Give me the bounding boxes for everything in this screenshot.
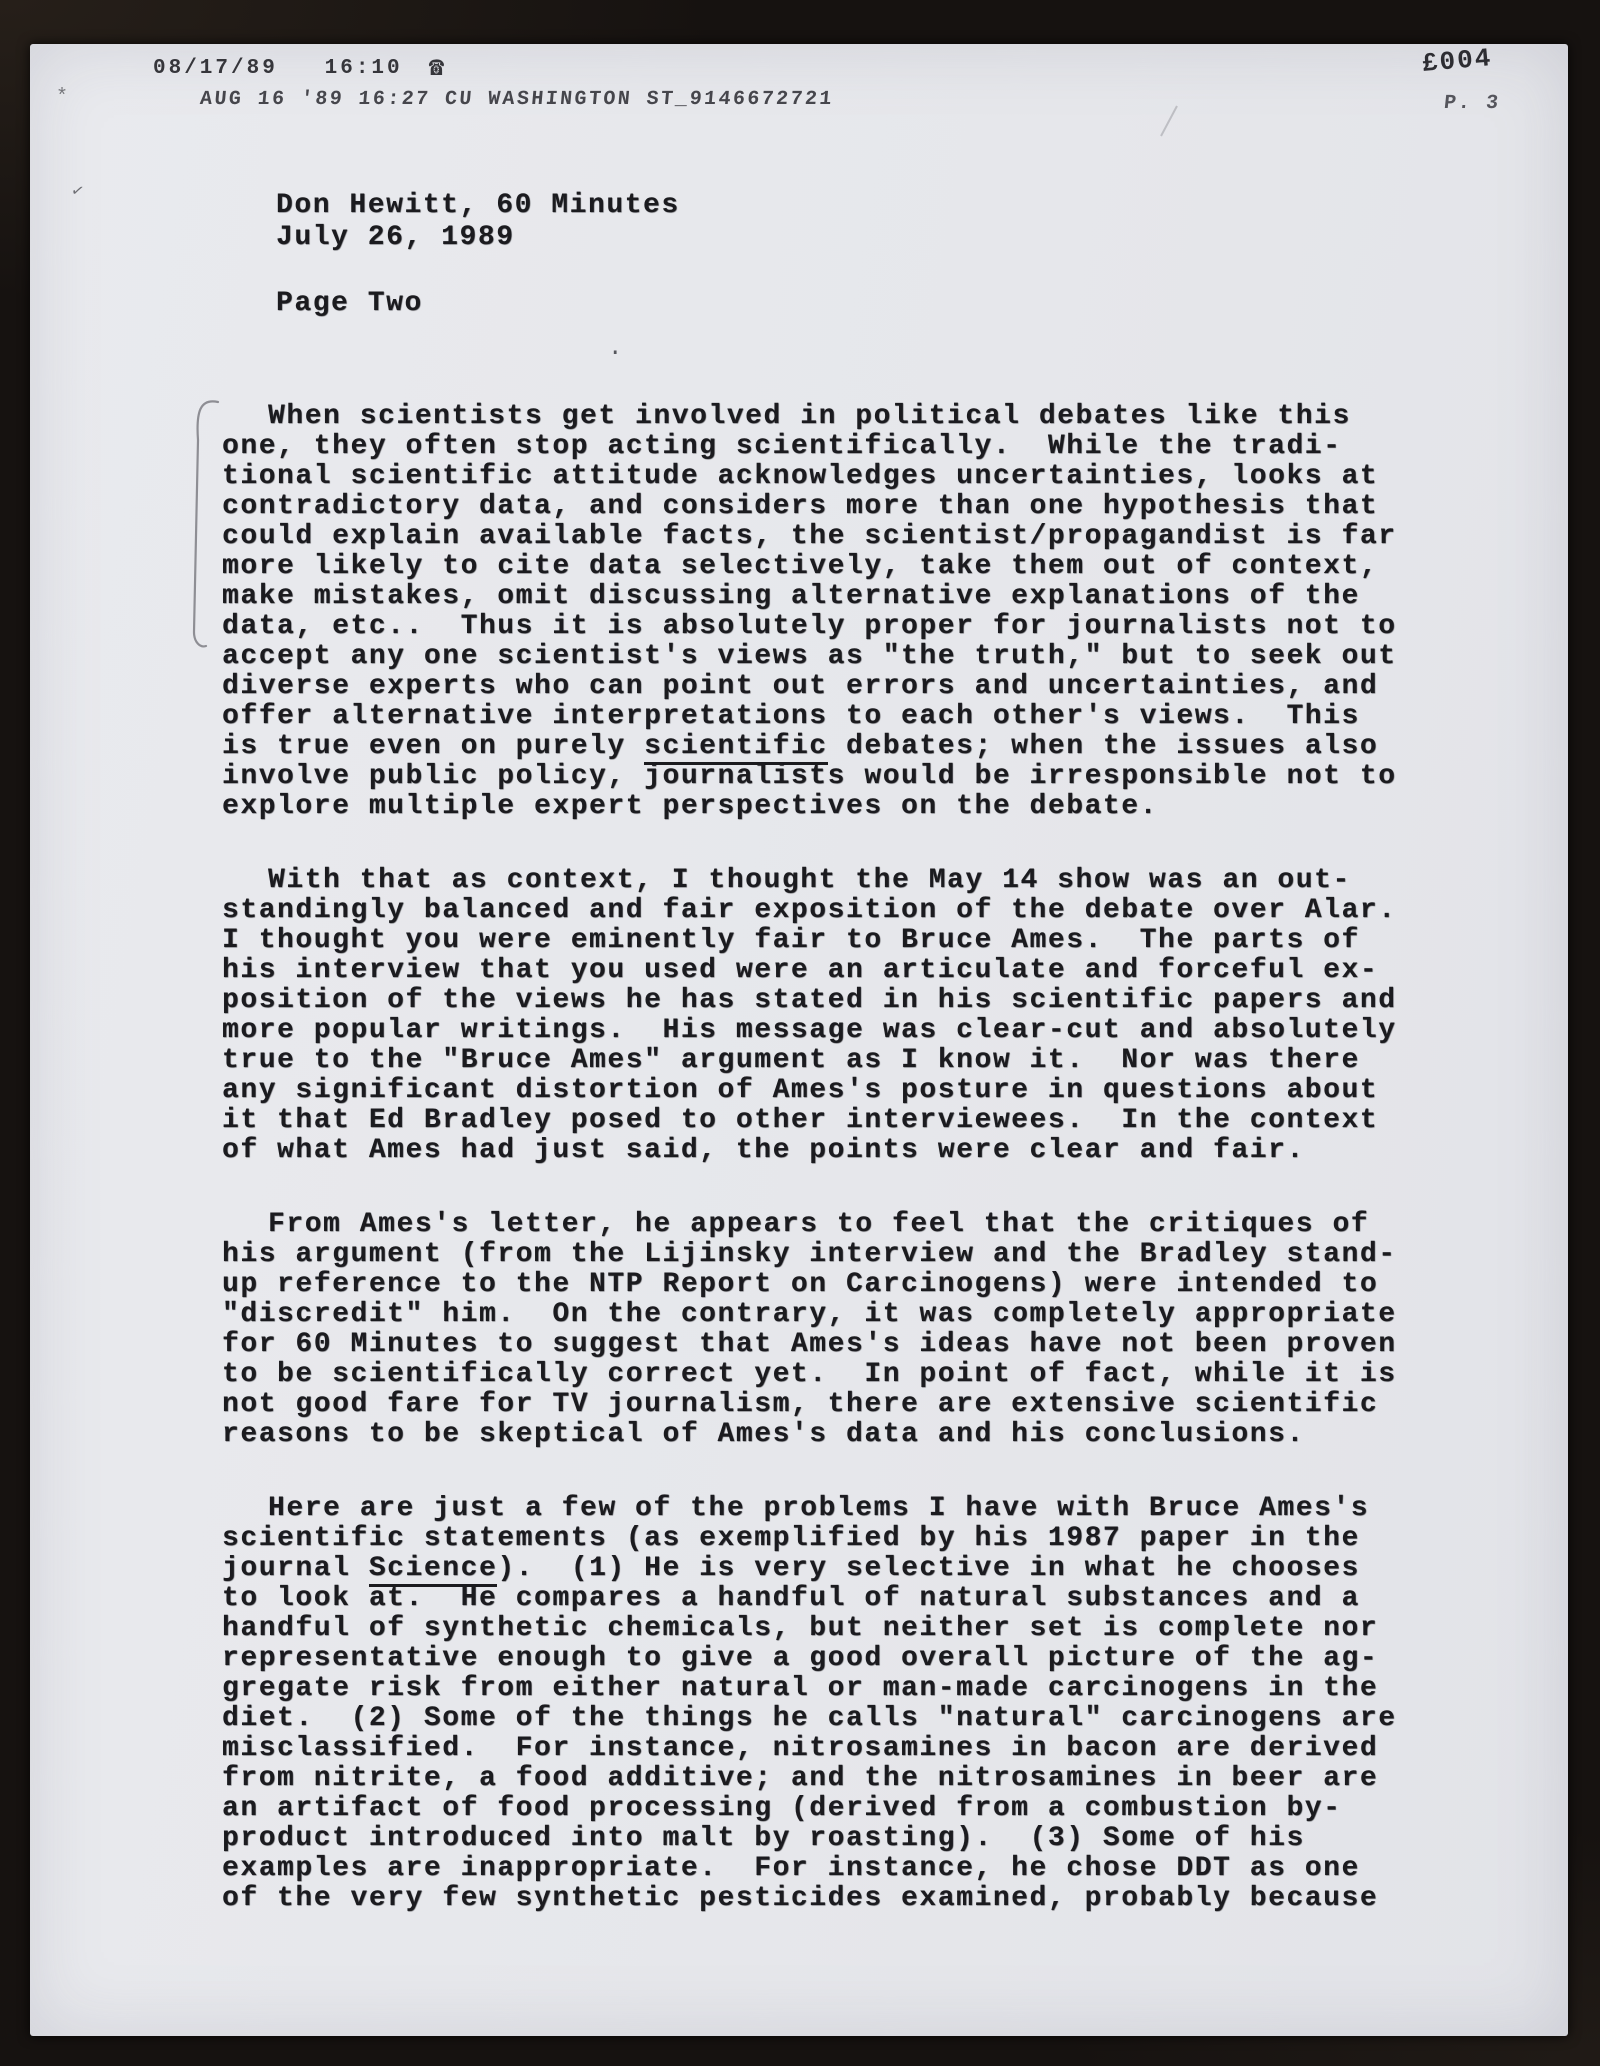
underlined-word: Science (369, 1553, 497, 1587)
text-line: representative enough to give a good overall picture of the ag- (222, 1643, 1379, 1674)
recipient-line: Don Hewitt, 60 Minutes (276, 190, 680, 221)
page-label: Page Two (276, 288, 423, 319)
fax-page-counter: £004 (1420, 42, 1494, 80)
text-line: reasons to be skeptical of Ames's data and his conclusions. (222, 1419, 1305, 1450)
text-line: diet. (2) Some of the things he calls "natural" carcinogens are (222, 1703, 1397, 1734)
fax-timestamp: 08/17/89 16:10 (153, 57, 403, 80)
underlined-word: scientific (644, 731, 828, 765)
text-line: one, they often stop acting scientifically. While the tradi- (222, 431, 1342, 462)
text-line: involve public policy, journalists would be irresponsible not to (222, 761, 1397, 792)
text-line: make mistakes, omit discussing alternative explanations of the (222, 581, 1360, 612)
text-line: offer alternative interpretations to each other's views. This (222, 701, 1360, 732)
text-line: true to the "Bruce Ames" argument as I know it. Nor was there (222, 1045, 1360, 1076)
text-line: his argument (from the Lijinsky interview and the Bradley stand- (222, 1239, 1397, 1270)
text-line: it that Ed Bradley posed to other interviewees. In the context (222, 1105, 1379, 1136)
text-line: an artifact of food processing (derived from a combustion by- (222, 1793, 1342, 1824)
letter-body (222, 402, 1532, 1914)
text-line: position of the views he has stated in his scientific papers and (222, 985, 1397, 1016)
text-line: product introduced into malt by roasting). (3) Some of his (222, 1823, 1305, 1854)
scanned-page (30, 44, 1568, 2036)
text-line: of what Ames had just said, the points were clear and fair. (222, 1135, 1305, 1166)
paragraph (222, 402, 1532, 822)
scan-scratch (1160, 106, 1178, 137)
text-line: gregate risk from either natural or man-made carcinogens in the (222, 1673, 1379, 1704)
phone-icon: ☎ (428, 53, 445, 83)
paragraph (222, 1494, 1532, 1914)
text-line: misclassified. For instance, nitrosamines in bacon are derived (222, 1733, 1379, 1764)
text-line: for 60 Minutes to suggest that Ames's ideas have not been proven (222, 1329, 1397, 1360)
text-line: up reference to the NTP Report on Carcinogens) were intended to (222, 1269, 1379, 1300)
text-line: from nitrite, a food additive; and the nitrosamines in beer are (222, 1763, 1379, 1794)
text-line: standingly balanced and fair exposition of the debate over Alar. (222, 895, 1397, 926)
text-line: examples are inappropriate. For instance, he chose DDT as one (222, 1853, 1360, 1884)
text-line: not good fare for TV journalism, there are extensive scientific (222, 1389, 1379, 1420)
text-line: could explain available facts, the scientist/propagandist is far (222, 521, 1397, 552)
text-line: tional scientific attitude acknowledges uncertainties, looks at (222, 461, 1379, 492)
paragraph (222, 1210, 1532, 1450)
text-line: to be scientifically correct yet. In point of fact, while it is (222, 1359, 1397, 1390)
text-line: When scientists get involved in political debates like this (268, 401, 1351, 432)
pen-bracket-mark (188, 396, 224, 656)
date-line: July 26, 1989 (276, 222, 515, 253)
scan-speck: · (608, 340, 623, 367)
text-line: From Ames's letter, he appears to feel that the critiques of (268, 1209, 1370, 1240)
text-line: is true even on purely scientific debates; when the issues also (222, 732, 1532, 762)
fax-page-number: P. 3 (1442, 92, 1502, 115)
pen-mark-asterisk: * (56, 86, 69, 109)
text-line: diverse experts who can point out errors and uncertainties, and (222, 671, 1379, 702)
text-line: I thought you were eminently fair to Bruce Ames. The parts of (222, 925, 1360, 956)
pen-mark-check: ✓ (69, 181, 85, 203)
text-line: of the very few synthetic pesticides examined, probably because (222, 1883, 1379, 1914)
paragraph (222, 866, 1532, 1166)
text-line: "discredit" him. On the contrary, it was completely appropriate (222, 1299, 1397, 1330)
text-line: data, etc.. Thus it is absolutely proper for journalists not to (222, 611, 1397, 642)
text-line: explore multiple expert perspectives on the debate. (222, 791, 1158, 822)
text-line: more popular writings. His message was clear-cut and absolutely (222, 1015, 1397, 1046)
fax-transmission-line: AUG 16 '89 16:27 CU WASHINGTON ST_9146672721 (198, 88, 835, 111)
fax-header-line1 (153, 52, 444, 83)
text-line: his interview that you used were an articulate and forceful ex- (222, 955, 1379, 986)
text-line: any significant distortion of Ames's posture in questions about (222, 1075, 1379, 1106)
text-line: Here are just a few of the problems I have with Bruce Ames's (268, 1493, 1370, 1524)
text-line: scientific statements (as exemplified by his 1987 paper in the (222, 1523, 1360, 1554)
text-line: journal Science). (1) He is very selective in what he chooses (222, 1554, 1532, 1584)
text-line: With that as context, I thought the May 14 show was an out- (268, 865, 1351, 896)
text-line: to look at. He compares a handful of natural substances and a (222, 1583, 1360, 1614)
text-line: accept any one scientist's views as "the truth," but to seek out (222, 641, 1397, 672)
text-line: handful of synthetic chemicals, but neither set is complete nor (222, 1613, 1379, 1644)
text-line: contradictory data, and considers more than one hypothesis that (222, 491, 1379, 522)
text-line: more likely to cite data selectively, take them out of context, (222, 551, 1379, 582)
